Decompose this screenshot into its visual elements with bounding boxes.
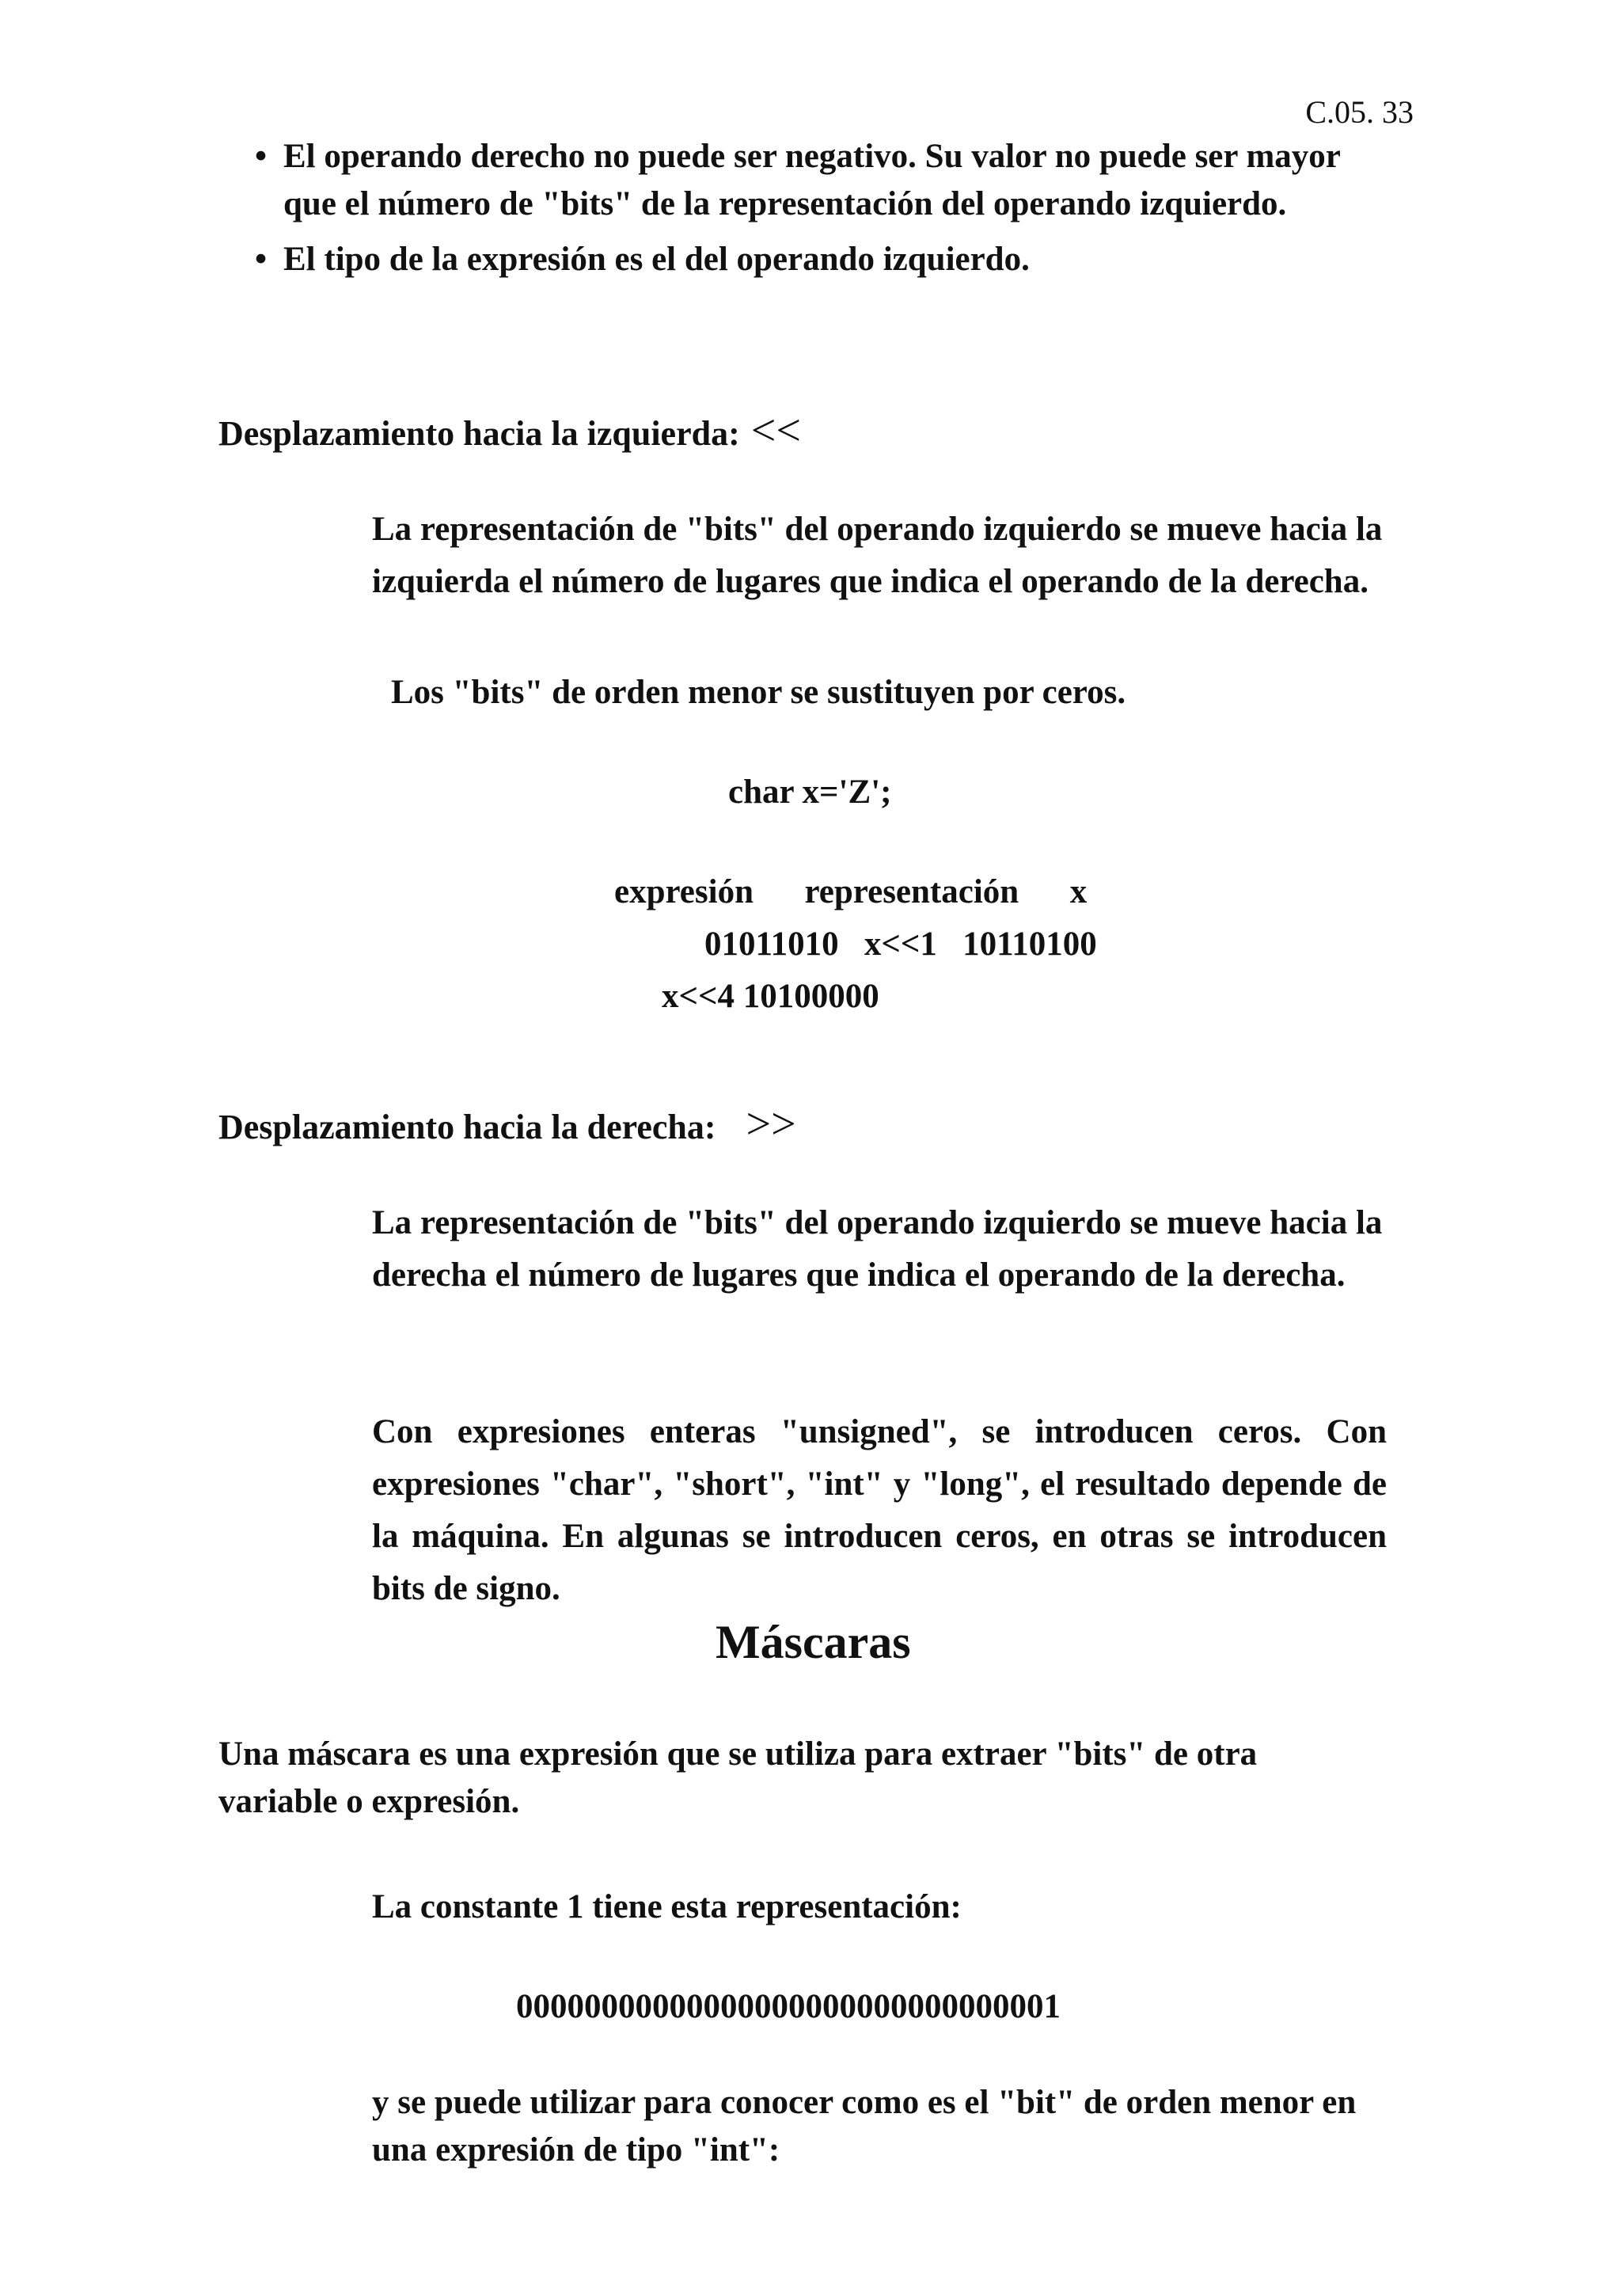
left-shift-paragraph: La representación de "bits" del operando izquierdo se mueve hacia la izquierda el número de lugares que indica el operando de la derecha. — [372, 511, 1383, 600]
code-declaration: char x='Z'; — [728, 774, 892, 811]
right-shift-symbol: >> — [746, 1100, 796, 1149]
left-shift-symbol: << — [750, 406, 801, 455]
list-item — [255, 236, 1379, 283]
left-shift-note: Los "bits" de orden menor se sustituyen por ceros. — [391, 674, 1126, 711]
list-item — [255, 133, 1379, 228]
table-header: expresión representación x — [614, 873, 1088, 910]
masks-intro: Una máscara es una expresión que se utiliza para extraer "bits" de otra variable o expresión. — [218, 1735, 1258, 1820]
left-shift-heading-text: Desplazamiento hacia la izquierda: — [218, 414, 740, 453]
table-row: x<<4 10100000 — [662, 978, 879, 1015]
bullet-text: El tipo de la expresión es el del operando izquierdo. — [283, 241, 1030, 278]
bullet-list — [255, 133, 1379, 291]
bullet-text: El operando derecho no puede ser negativo. Su valor no puede ser mayor que el número de "bits" de la representación del operando izquierdo. — [283, 138, 1341, 222]
mask-usage: y se puede utilizar para conocer como es el "bit" de orden menor en una expresión de tipo "int": — [372, 2084, 1357, 2169]
section-title: Máscaras — [716, 1616, 911, 1668]
right-shift-note: Con expresiones enteras "unsigned", se introducen ceros. Con expresiones "char", "short", "int" y "long", el resultado depende de la máquina. En algunas se introducen ceros, en otras se introducen bits de signo. — [372, 1413, 1387, 1607]
constant-text: La constante 1 tiene esta representación: — [372, 1888, 962, 1925]
right-shift-paragraph: La representación de "bits" del operando izquierdo se mueve hacia la derecha el número de lugares que indica el operando de la derecha. — [372, 1204, 1383, 1294]
left-shift-heading — [218, 405, 801, 456]
binary-representation: 00000000000000000000000000000001 — [516, 1988, 1061, 2025]
table-row: 01011010 x<<1 10110100 — [704, 926, 1097, 963]
right-shift-heading — [218, 1099, 796, 1150]
bullet-icon: • — [255, 138, 268, 175]
page-number: C.05. 33 — [1305, 94, 1414, 130]
right-shift-heading-text: Desplazamiento hacia la derecha: — [218, 1108, 716, 1146]
bullet-icon: • — [255, 241, 268, 278]
